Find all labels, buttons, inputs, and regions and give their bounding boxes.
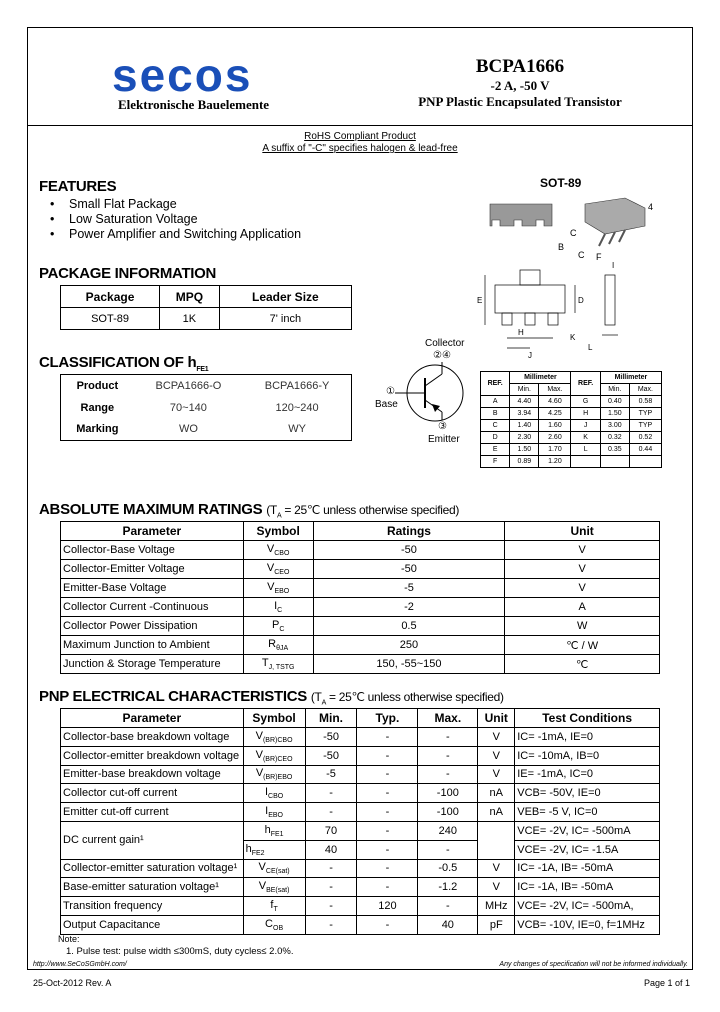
condition-cell: VCB= -10V, IE=0, f=1MHz (515, 915, 660, 934)
subheader-cell: Max. (629, 384, 661, 396)
part-number: BCPA1666 (475, 56, 565, 77)
cell: 0.40 (600, 396, 629, 408)
cell: F (481, 456, 510, 468)
part-type: PNP Plastic Encapsulated Transistor (418, 94, 622, 109)
parameter-cell: Collector Current -Continuous (61, 598, 244, 617)
rating-cell: -2 (313, 598, 505, 617)
symbol-cell (243, 803, 305, 822)
heading-sub: FE1 (196, 366, 209, 373)
symbol-cell (243, 859, 305, 878)
unit-cell: V (478, 859, 515, 878)
value-cell: - (305, 859, 357, 878)
parameter-cell: Maximum Junction to Ambient (61, 636, 244, 655)
svg-text:K: K (570, 333, 576, 342)
value-cell: - (357, 728, 418, 747)
condition-cell: VEB= -5 V, IC=0 (515, 803, 660, 822)
elec-table (60, 708, 660, 935)
condition-cell: IC= -1A, IB= -50mA (515, 859, 660, 878)
value-cell: - (305, 897, 357, 916)
part-rating: -2 A, -50 V (490, 78, 550, 93)
header-cell: Unit (505, 522, 660, 541)
cell: BCPA1666-O (155, 379, 222, 392)
cell: K (571, 432, 600, 444)
cell: 4.40 (510, 396, 539, 408)
table-row (481, 432, 662, 444)
rating-cell: 0.5 (313, 617, 505, 636)
cell: Range (80, 401, 115, 414)
parameter-cell: Output Capacitance (61, 915, 244, 934)
value-cell: - (305, 803, 357, 822)
symbol-sub: CBO (268, 793, 284, 801)
unit-cell: V (478, 728, 515, 747)
subheader-cell: Min. (600, 384, 629, 396)
table-row (61, 878, 660, 897)
cond-rest: = 25℃ unless otherwise specified) (325, 690, 504, 704)
condition-cell: IC= -1A, IB= -50mA (515, 878, 660, 897)
parameter-cell: DC current gain¹ (61, 821, 244, 859)
svg-text:D: D (578, 296, 584, 305)
footer-disclaimer: Any changes of specification will not be informed individually. (499, 961, 688, 968)
unit-cell: W (505, 617, 660, 636)
cell: 1K (160, 308, 220, 330)
svg-text:J: J (528, 351, 532, 360)
symbol-main: T (261, 656, 269, 669)
cell: 70~140 (169, 401, 207, 414)
cell: 4.60 (539, 396, 571, 408)
cond: (T (310, 690, 322, 704)
value-cell: - (418, 746, 478, 765)
parameter-cell: Emitter cut-off current (61, 803, 244, 822)
value-cell: - (305, 878, 357, 897)
table-row (61, 821, 660, 840)
feature-item: • Small Flat Package (50, 197, 301, 212)
condition-cell: IE= -1mA, IC=0 (515, 765, 660, 784)
rating-cell: 150, -55~150 (313, 655, 505, 674)
cell: WY (288, 423, 306, 436)
cell: C (481, 420, 510, 432)
unit-cell: nA (478, 803, 515, 822)
header-cell: Test Conditions (515, 709, 660, 728)
symbol-main: I (265, 804, 269, 817)
symbol-cell (243, 878, 305, 897)
cell: G (571, 396, 600, 408)
symbol-cell (243, 617, 313, 636)
cell: TYP (629, 408, 661, 420)
logo-subtitle: Elektronische Bauelemente (118, 97, 270, 112)
header-cell: Symbol (243, 522, 313, 541)
cell: 0.89 (510, 456, 539, 468)
cell: H (571, 408, 600, 420)
table-row (61, 541, 660, 560)
table-row (481, 408, 662, 420)
symbol-cell (243, 655, 313, 674)
symbol-sub: T (273, 906, 278, 914)
unit-cell: ℃ / W (505, 636, 660, 655)
symbol-sub: OB (273, 924, 284, 932)
header-cell: Package (61, 286, 160, 308)
cell: Marking (76, 423, 119, 436)
table-row (61, 784, 660, 803)
note-text: 1. Pulse test: pulse width ≤300mS, duty cycles≤ 2.0%. (66, 946, 294, 957)
unit-cell: V (478, 746, 515, 765)
svg-text:I: I (612, 261, 615, 270)
symbol-sub: (BR)CBO (262, 736, 293, 744)
symbol-cell (243, 598, 313, 617)
value-cell: -50 (305, 746, 357, 765)
table-row (61, 746, 660, 765)
subheader-cell: Max. (539, 384, 571, 396)
table-row (61, 560, 660, 579)
cell: 0.35 (600, 444, 629, 456)
cell: 0.44 (629, 444, 661, 456)
cond-rest: = 25℃ unless otherwise specified) (281, 503, 460, 517)
note-label: Note: (58, 934, 80, 944)
cell: 4.25 (539, 408, 571, 420)
table-row (61, 859, 660, 878)
parameter-cell: Collector Power Dissipation (61, 617, 244, 636)
features-list (50, 197, 301, 242)
package-name: SOT-89 (540, 176, 582, 190)
symbol-cell (243, 840, 305, 859)
parameter-cell: Collector-Base Voltage (61, 541, 244, 560)
cell: 2.30 (510, 432, 539, 444)
symbol-main: V (255, 729, 263, 742)
unit-cell: V (478, 878, 515, 897)
table-row (61, 419, 352, 441)
svg-text:C: C (578, 250, 585, 260)
cell: 0.32 (600, 432, 629, 444)
table-row (61, 598, 660, 617)
value-cell: -1.2 (418, 878, 478, 897)
svg-text:H: H (518, 328, 524, 337)
header-cell: Unit (478, 709, 515, 728)
unit-cell: V (505, 560, 660, 579)
heading-text: PNP ELECTRICAL CHARACTERISTICS (39, 688, 307, 705)
parameter-cell: Collector-emitter breakdown voltage (61, 746, 244, 765)
symbol-sub: J, TSTG (268, 664, 295, 672)
unit-cell: V (478, 765, 515, 784)
symbol-main: h (264, 823, 271, 836)
table-row (61, 617, 660, 636)
classification-table (60, 374, 352, 441)
rohs-note: RoHS Compliant Product (304, 131, 416, 142)
cell: A (481, 396, 510, 408)
emitter-pin: ③ (438, 421, 447, 432)
rating-cell: -50 (313, 541, 505, 560)
value-cell: - (357, 746, 418, 765)
features-heading: FEATURES (39, 178, 117, 195)
table-row (481, 456, 662, 468)
symbol-main: V (266, 561, 275, 574)
table-row (61, 897, 660, 916)
symbol-main: V (255, 748, 263, 761)
value-cell: - (357, 840, 418, 859)
value-cell: 70 (305, 821, 357, 840)
table-row (61, 765, 660, 784)
svg-text:E: E (477, 296, 483, 305)
header-row (61, 522, 660, 541)
condition-cell: IC= -1mA, IE=0 (515, 728, 660, 747)
symbol-cell (243, 746, 305, 765)
dimensions-table (480, 371, 662, 468)
symbol-main: h (245, 842, 252, 855)
footer-date: 25-Oct-2012 Rev. A (33, 978, 112, 988)
parameter-cell: Emitter-Base Voltage (61, 579, 244, 598)
parameter-cell: Collector-base breakdown voltage (61, 728, 244, 747)
value-cell: - (357, 784, 418, 803)
symbol-cell (243, 915, 305, 934)
cell: L (571, 444, 600, 456)
collector-label: Collector (425, 338, 465, 349)
abs-max-table (60, 521, 660, 674)
value-cell: - (357, 878, 418, 897)
header-row (61, 709, 660, 728)
rating-cell: -5 (313, 579, 505, 598)
symbol-main: I (264, 786, 269, 799)
table-row (481, 420, 662, 432)
value-cell: 120 (357, 897, 418, 916)
cond: (T (266, 503, 277, 517)
base-label: Base (375, 399, 398, 410)
header-cell: MPQ (160, 286, 220, 308)
table-row (61, 397, 352, 419)
value-cell: - (357, 765, 418, 784)
cell: 1.60 (539, 420, 571, 432)
subheader-cell: Min. (510, 384, 539, 396)
cell: 1.40 (510, 420, 539, 432)
svg-text:F: F (596, 252, 602, 262)
cell: E (481, 444, 510, 456)
header-cell: REF. (481, 372, 510, 396)
unit-cell (478, 821, 515, 859)
base-pin: ① (386, 386, 395, 397)
cell: D (481, 432, 510, 444)
symbol-cell (243, 541, 313, 560)
parameter-cell: Collector-Emitter Voltage (61, 560, 244, 579)
header-cell: Max. (418, 709, 478, 728)
symbol-cell (243, 636, 313, 655)
condition-cell: VCE= -2V, IC= -500mA, (515, 897, 660, 916)
header-row (481, 372, 662, 384)
symbol-cell (243, 765, 305, 784)
heading-text: CLASSIFICATION OF h (39, 354, 197, 371)
symbol-sub: EBO (274, 588, 290, 596)
header-cell: Ratings (313, 522, 505, 541)
value-cell: -100 (418, 803, 478, 822)
cell: 2.60 (539, 432, 571, 444)
value-cell: 40 (305, 840, 357, 859)
unit-cell: A (505, 598, 660, 617)
symbol-main: R (268, 637, 277, 650)
symbol-cell (243, 579, 313, 598)
cell: 1.70 (539, 444, 571, 456)
rating-cell: 250 (313, 636, 505, 655)
parameter-cell: Junction & Storage Temperature (61, 655, 244, 674)
symbol-main: I (274, 599, 278, 612)
header-cell: Leader Size (219, 286, 351, 308)
table-row (481, 444, 662, 456)
unit-cell: MHz (478, 897, 515, 916)
value-cell: -5 (305, 765, 357, 784)
header-cell: Min. (305, 709, 357, 728)
cell (629, 456, 661, 468)
condition-cell: IC= -10mA, IB=0 (515, 746, 660, 765)
symbol-main: P (271, 618, 280, 631)
value-cell: - (418, 897, 478, 916)
cell: 1.50 (510, 444, 539, 456)
symbol-cell (243, 897, 305, 916)
cell: B (481, 408, 510, 420)
symbol-main: V (255, 767, 264, 780)
cell: J (571, 420, 600, 432)
symbol-main: C (265, 917, 273, 930)
symbol-sub: C (277, 607, 283, 615)
rating-cell: -50 (313, 560, 505, 579)
header-cell: Typ. (357, 709, 418, 728)
cell (571, 456, 600, 468)
value-cell: - (357, 821, 418, 840)
condition-cell: VCE= -2V, IC= -1.5A (515, 840, 660, 859)
cell: 3.00 (600, 420, 629, 432)
header-cell: Parameter (61, 522, 244, 541)
table-row (61, 728, 660, 747)
value-cell: -0.5 (418, 859, 478, 878)
value-cell: - (418, 840, 478, 859)
cond-sub: A (321, 699, 326, 707)
symbol-sub: (BR)CEO (262, 755, 293, 763)
table-row (61, 375, 352, 397)
feature-item: • Low Saturation Voltage (50, 212, 301, 227)
cell (600, 456, 629, 468)
symbol-sub: CBO (274, 550, 290, 558)
header-cell: Millimeter (510, 372, 571, 384)
table-row (61, 636, 660, 655)
symbol-sub: θJA (276, 645, 289, 653)
transistor-symbol (380, 338, 480, 448)
symbol-cell (243, 560, 313, 579)
symbol-sub: CE(sat) (265, 868, 290, 876)
collector-pin: ②④ (433, 350, 451, 361)
secos-logo: secos (112, 49, 253, 101)
cell: 0.58 (629, 396, 661, 408)
value-cell: - (357, 803, 418, 822)
package-info-table (60, 285, 352, 330)
cell: 120~240 (275, 401, 319, 414)
value-cell: - (418, 765, 478, 784)
parameter-cell: Base-emitter saturation voltage¹ (61, 878, 244, 897)
symbol-main: V (266, 542, 275, 555)
header-cell: Millimeter (600, 372, 661, 384)
condition-cell: VCE= -2V, IC= -500mA (515, 821, 660, 840)
symbol-sub: C (279, 626, 285, 634)
heading-text: ABSOLUTE MAXIMUM RATINGS (39, 501, 263, 518)
table-row (481, 396, 662, 408)
cell: BCPA1666-Y (264, 379, 330, 392)
parameter-cell: Transition frequency (61, 897, 244, 916)
symbol-sub: FE2 (251, 849, 265, 857)
value-cell: -100 (418, 784, 478, 803)
parameter-cell: Emitter-base breakdown voltage (61, 765, 244, 784)
unit-cell: pF (478, 915, 515, 934)
symbol-sub: (BR)EBO (263, 774, 293, 782)
cell: SOT-89 (61, 308, 160, 330)
value-cell: 240 (418, 821, 478, 840)
package-info-heading: PACKAGE INFORMATION (39, 265, 217, 282)
value-cell: - (418, 728, 478, 747)
table-row (61, 915, 660, 934)
table-row (61, 803, 660, 822)
symbol-main: V (258, 861, 266, 874)
symbol-main: V (258, 880, 267, 893)
cell: TYP (629, 420, 661, 432)
symbol-sub: CEO (274, 569, 290, 577)
cond-sub: A (276, 512, 282, 520)
svg-text:4: 4 (648, 202, 654, 212)
value-cell: -50 (305, 728, 357, 747)
value-cell: - (305, 915, 357, 934)
feature-item: • Power Amplifier and Switching Application (50, 227, 301, 242)
cell: Product (76, 379, 119, 392)
unit-cell: ℃ (505, 655, 660, 674)
unit-cell: V (505, 579, 660, 598)
value-cell: - (357, 915, 418, 934)
svg-text:C: C (570, 228, 577, 238)
emitter-label: Emitter (428, 434, 460, 445)
symbol-sub: EBO (268, 812, 284, 820)
svg-text:B: B (558, 242, 565, 252)
cell: 3.94 (510, 408, 539, 420)
symbol-cell (243, 728, 305, 747)
parameter-cell: Collector-emitter saturation voltage¹ (61, 859, 244, 878)
symbol-main: V (267, 580, 275, 593)
table-row (61, 655, 660, 674)
symbol-sub: FE1 (270, 830, 284, 838)
suffix-note: A suffix of "-C" specifies halogen & lead-free (262, 143, 458, 154)
cell: 7' inch (219, 308, 351, 330)
footer-url[interactable]: http://www.SeCoSGmbH.com/ (33, 961, 127, 968)
condition-cell: VCB= -50V, IE=0 (515, 784, 660, 803)
value-cell: 40 (418, 915, 478, 934)
symbol-cell (243, 821, 305, 840)
cell: WO (178, 423, 198, 436)
cell: 1.20 (539, 456, 571, 468)
cell: 0.52 (629, 432, 661, 444)
symbol-cell (243, 784, 305, 803)
header-cell: REF. (571, 372, 600, 396)
parameter-cell: Collector cut-off current (61, 784, 244, 803)
symbol-main: f (270, 898, 274, 911)
value-cell: - (357, 859, 418, 878)
table-row (61, 579, 660, 598)
value-cell: - (305, 784, 357, 803)
unit-cell: V (505, 541, 660, 560)
cell: 1.50 (600, 408, 629, 420)
header-cell: Symbol (243, 709, 305, 728)
header-cell: Parameter (61, 709, 244, 728)
footer-page: Page 1 of 1 (643, 978, 690, 988)
unit-cell: nA (478, 784, 515, 803)
header-divider (27, 125, 693, 126)
svg-text:L: L (588, 343, 593, 352)
symbol-sub: BE(sat) (266, 887, 290, 895)
